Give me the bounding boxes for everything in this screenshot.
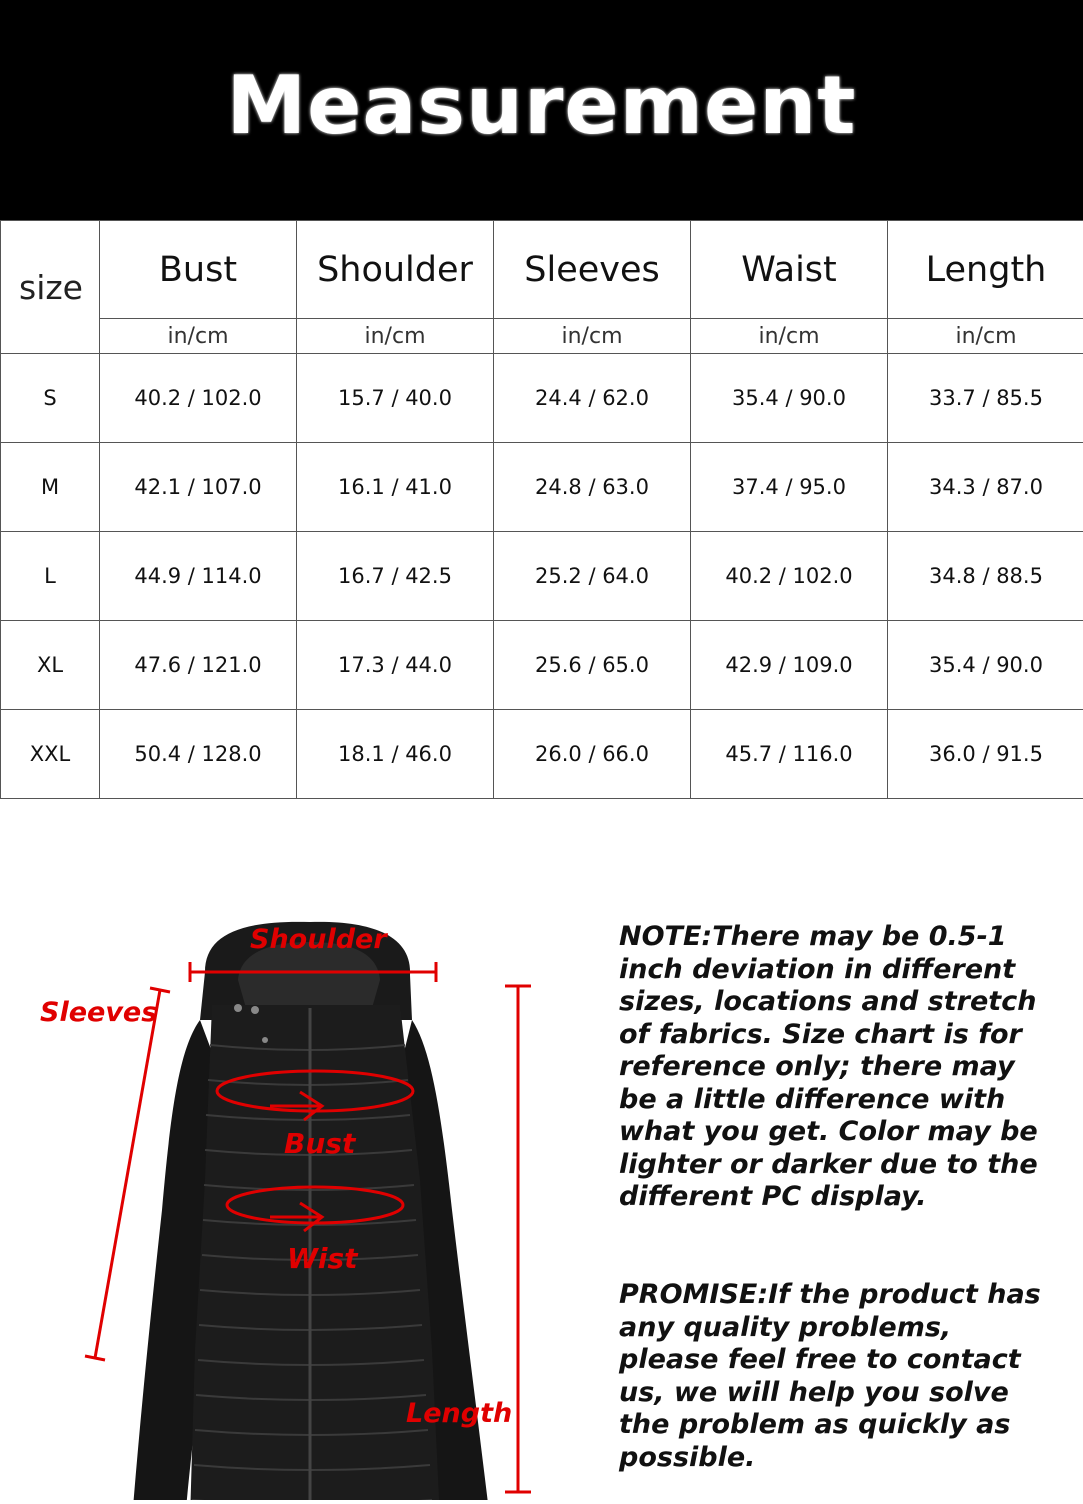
table-row (1, 710, 1083, 799)
table-cell: 26.0 / 66.0 (494, 710, 691, 799)
table-cell: 45.7 / 116.0 (691, 710, 888, 799)
table-cell: 15.7 / 40.0 (297, 354, 494, 443)
table-cell: 44.9 / 114.0 (100, 532, 297, 621)
unit-cell: in/cm (297, 319, 494, 354)
measurement-diagram (0, 880, 600, 1500)
table-cell: 40.2 / 102.0 (691, 532, 888, 621)
table-row (1, 354, 1083, 443)
table-row (1, 443, 1083, 532)
size-chart-table (0, 220, 1083, 799)
table-header-row (1, 221, 1083, 319)
size-cell: XL (1, 621, 100, 710)
table-cell: 42.1 / 107.0 (100, 443, 297, 532)
table-cell: 17.3 / 44.0 (297, 621, 494, 710)
table-cell: 36.0 / 91.5 (888, 710, 1083, 799)
unit-cell: in/cm (691, 319, 888, 354)
table-cell: 37.4 / 95.0 (691, 443, 888, 532)
table-cell: 34.3 / 87.0 (888, 443, 1083, 532)
size-cell: M (1, 443, 100, 532)
unit-row (1, 319, 1083, 354)
table-row (1, 532, 1083, 621)
table-cell: 42.9 / 109.0 (691, 621, 888, 710)
shoulder-label: Shoulder (250, 924, 387, 955)
table-cell: 16.7 / 42.5 (297, 532, 494, 621)
table-cell: 35.4 / 90.0 (888, 621, 1083, 710)
table-cell: 34.8 / 88.5 (888, 532, 1083, 621)
size-cell: XXL (1, 710, 100, 799)
bust-label: Bust (284, 1127, 355, 1160)
column-header-bust: Bust (100, 221, 297, 319)
size-column-header: size (1, 221, 100, 354)
table-cell: 25.6 / 65.0 (494, 621, 691, 710)
unit-cell: in/cm (494, 319, 691, 354)
table-cell: 35.4 / 90.0 (691, 354, 888, 443)
waist-label: Wist (287, 1242, 358, 1275)
size-cell: S (1, 354, 100, 443)
page-title: Measurement (227, 59, 857, 152)
promise-text: PROMISE:If the product has any quality problems, please feel free to contact us, we will help you solve the problem as quickly as possible. (619, 1279, 1059, 1474)
table-cell: 24.4 / 62.0 (494, 354, 691, 443)
length-label: Length (406, 1398, 512, 1429)
table-cell: 25.2 / 64.0 (494, 532, 691, 621)
column-header-length: Length (888, 221, 1083, 319)
table-cell: 33.7 / 85.5 (888, 354, 1083, 443)
note-text: NOTE:There may be 0.5-1 inch deviation in different sizes, locations and stretch of fabrics. Size chart is for reference only; there may be a little difference with what you get. Color may be lighter or darker due to the different PC display. (619, 921, 1059, 1214)
column-header-shoulder: Shoulder (297, 221, 494, 319)
size-cell: L (1, 532, 100, 621)
table-cell: 50.4 / 128.0 (100, 710, 297, 799)
column-header-sleeves: Sleeves (494, 221, 691, 319)
table-cell: 16.1 / 41.0 (297, 443, 494, 532)
unit-cell: in/cm (100, 319, 297, 354)
sleeves-label: Sleeves (40, 997, 157, 1028)
table-row (1, 621, 1083, 710)
table-cell: 24.8 / 63.0 (494, 443, 691, 532)
unit-cell: in/cm (888, 319, 1083, 354)
title-banner (0, 0, 1083, 220)
table-cell: 18.1 / 46.0 (297, 710, 494, 799)
column-header-waist: Waist (691, 221, 888, 319)
table-cell: 47.6 / 121.0 (100, 621, 297, 710)
table-cell: 40.2 / 102.0 (100, 354, 297, 443)
